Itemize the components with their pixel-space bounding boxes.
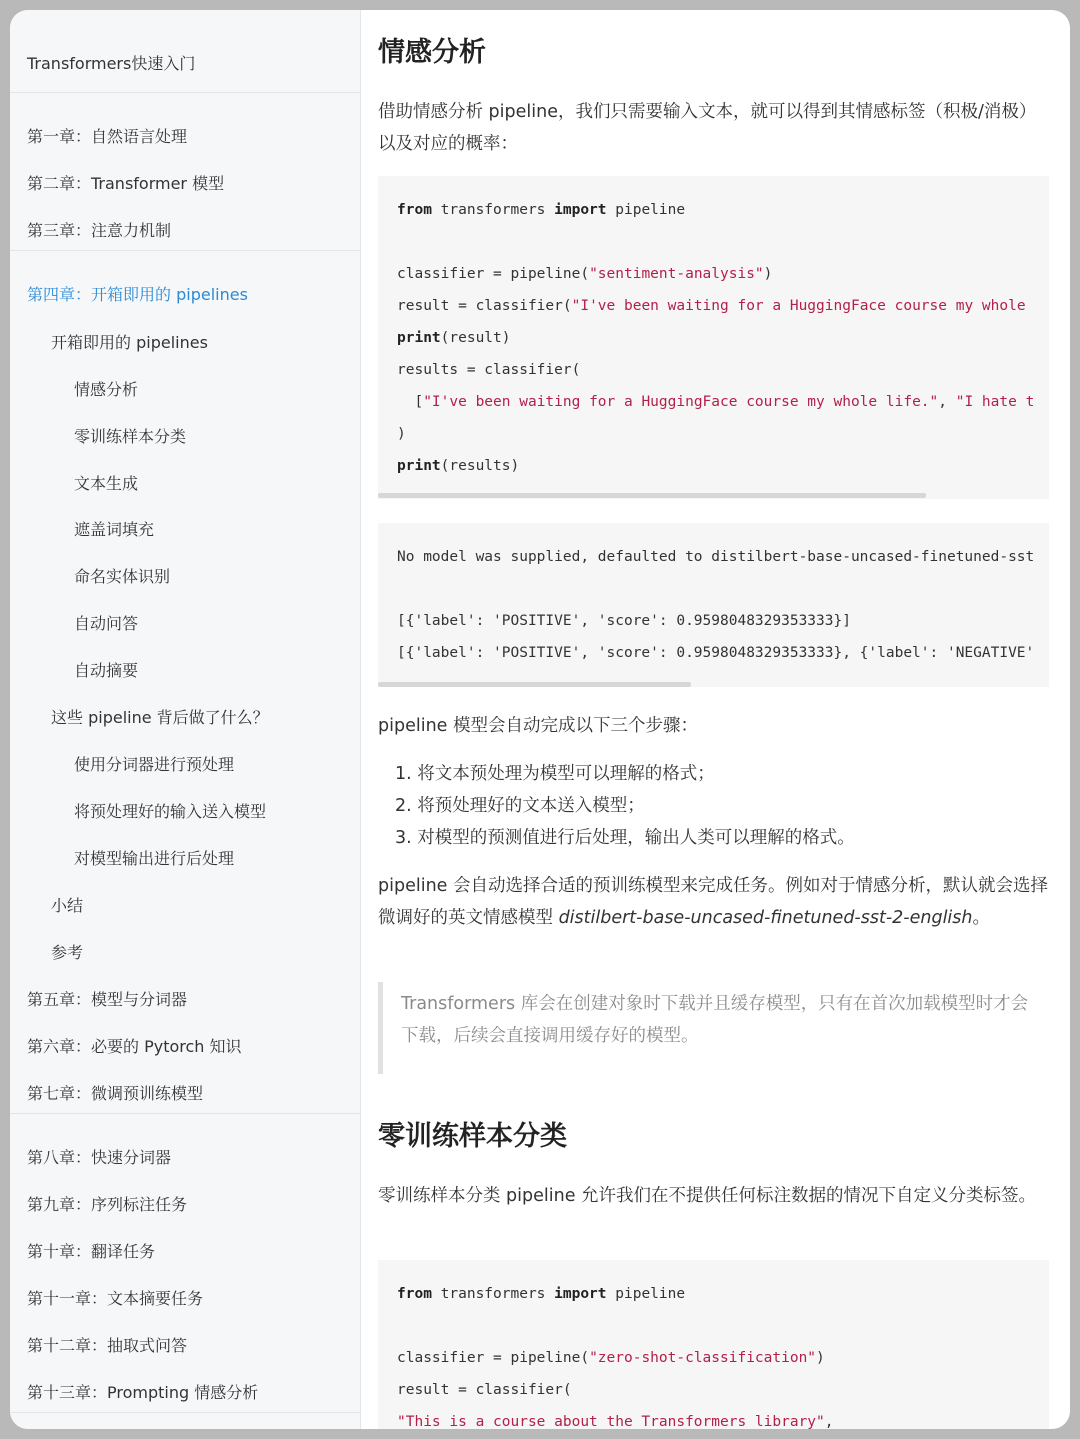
section-title-zero-shot: 零训练样本分类 <box>378 1121 567 1152</box>
output-block-sentiment <box>378 523 1049 687</box>
sidebar-item[interactable]: 参考 <box>51 943 84 962</box>
sidebar-item[interactable]: 遮盖词填充 <box>74 520 155 539</box>
sidebar-item[interactable]: 第三章：注意力机制 <box>27 221 172 240</box>
sidebar-item[interactable]: 第八章：快速分词器 <box>27 1148 172 1167</box>
step-item: 2. 将预处理好的文本送入模型； <box>395 796 645 816</box>
app-window <box>10 10 1070 1429</box>
sentiment-intro: 借助情感分析 pipeline，我们只需要输入文本，就可以得到其情感标签（积极/消极）以及对应的概率： <box>378 102 1037 154</box>
content <box>361 10 1070 1429</box>
sidebar-item[interactable]: 零训练样本分类 <box>74 427 187 446</box>
divider <box>10 92 361 93</box>
sidebar-item[interactable]: 命名实体识别 <box>74 567 171 586</box>
code-block-zero-shot <box>378 1260 1049 1429</box>
sidebar-item[interactable]: 第十三章：Prompting 情感分析 <box>27 1383 259 1402</box>
sidebar-item[interactable]: 第九章：序列标注任务 <box>27 1195 188 1214</box>
sidebar <box>10 10 361 1429</box>
sidebar-item[interactable]: 将预处理好的输入送入模型 <box>74 802 267 821</box>
sidebar-item[interactable]: 文本生成 <box>74 474 139 493</box>
sidebar-item[interactable]: 第五章：模型与分词器 <box>27 990 188 1009</box>
sidebar-item[interactable]: 使用分词器进行预处理 <box>74 755 235 774</box>
section-title-sentiment: 情感分析 <box>378 37 486 68</box>
sidebar-item[interactable]: 第二章：Transformer 模型 <box>27 174 225 193</box>
sidebar-item[interactable]: 第一章：自然语言处理 <box>27 127 188 146</box>
divider <box>10 250 361 251</box>
cache-note-quote: Transformers 库会在创建对象时下载并且缓存模型，只有在首次加载模型时才会下载，后续会直接调用缓存好的模型。 <box>378 982 1049 1074</box>
code-block-sentiment <box>378 176 1049 499</box>
step-item: 1. 将文本预处理为模型可以理解的格式； <box>395 764 715 784</box>
steps-list <box>378 758 855 854</box>
step-item: 3. 对模型的预测值进行后处理，输出人类可以理解的格式。 <box>395 828 855 848</box>
output-content: No model was supplied, defaulted to distilbert-base-uncased-finetuned-sst [{'label': 'POSITIVE', 'score': 0.9598048329353333}] [{'label': 'POSITIVE', 'score': 0.9598048329353333}, {'label': 'NEGATIVE' <box>397 549 1035 661</box>
sidebar-item[interactable]: 自动问答 <box>74 614 139 633</box>
horizontal-scrollbar[interactable] <box>378 682 691 687</box>
sidebar-item[interactable]: 第十一章：文本摘要任务 <box>27 1289 204 1308</box>
sidebar-item[interactable]: 第十二章：抽取式问答 <box>27 1336 188 1355</box>
code-content: from transformers import pipeline classifier = pipeline("zero-shot-classification") result = classifier( "This is a course about the Transformers library", <box>397 1286 834 1429</box>
divider <box>10 1113 361 1114</box>
horizontal-scrollbar[interactable] <box>378 493 926 498</box>
zero-shot-intro: 零训练样本分类 pipeline 允许我们在不提供任何标注数据的情况下自定义分类标签。 <box>378 1186 1037 1206</box>
sidebar-item[interactable]: 开箱即用的 pipelines <box>51 333 208 352</box>
sidebar-item[interactable]: 这些 pipeline 背后做了什么？ <box>51 708 269 727</box>
steps-intro: pipeline 模型会自动完成以下三个步骤： <box>378 716 698 736</box>
sidebar-title[interactable]: Transformers快速入门 <box>27 54 196 73</box>
sidebar-item[interactable]: 对模型输出进行后处理 <box>74 849 235 868</box>
model-name: distilbert-base-uncased-finetuned-sst-2-english <box>558 908 973 928</box>
sidebar-item[interactable]: 第七章：微调预训练模型 <box>27 1084 204 1103</box>
sidebar-item[interactable]: 第十章：翻译任务 <box>27 1242 156 1261</box>
sidebar-item[interactable]: 小结 <box>51 896 84 915</box>
sidebar-item[interactable]: 自动摘要 <box>74 661 139 680</box>
pipeline-default-model-paragraph: pipeline 会自动选择合适的预训练模型来完成任务。例如对于情感分析，默认就会选择微调好的英文情感模型 distilbert-base-uncased-finetuned-sst-2-english。 <box>378 876 1048 928</box>
sidebar-item[interactable]: 第六章：必要的 Pytorch 知识 <box>27 1037 242 1056</box>
sidebar-item[interactable]: 情感分析 <box>74 380 139 399</box>
divider <box>10 1412 361 1413</box>
sidebar-item[interactable]: 第四章：开箱即用的 pipelines <box>27 285 248 304</box>
code-content: from transformers import pipeline classifier = pipeline("sentiment-analysis") result = classifier("I've been waiting for a HuggingFace course my whole print(result) results = classifier( ["I've been waiting for a HuggingFace course my whole life.", "I hate t ) print(results) <box>397 202 1035 474</box>
